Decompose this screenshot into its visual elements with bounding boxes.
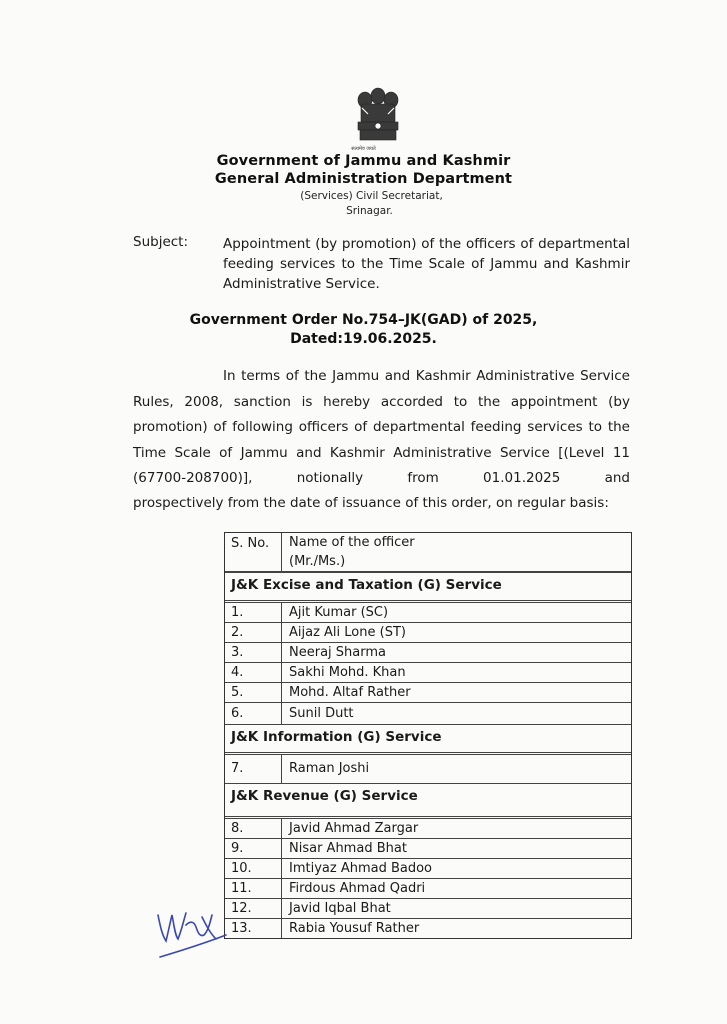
order-number: Government Order No.754–JK(GAD) of 2025, <box>189 312 538 328</box>
table-row: 6. Sunil Dutt <box>225 703 631 725</box>
table-row: 13. Rabia Yousuf Rather <box>225 919 631 938</box>
header-sno: S. No. <box>225 533 282 571</box>
body-paragraph-last-line: prospectively from the date of issuance of this order, on regular basis: <box>133 495 609 511</box>
subject-label: Subject: <box>133 234 189 250</box>
government-title: Government of Jammu and Kashmir <box>216 153 511 169</box>
service-heading: J&K Information (G) Service <box>225 725 631 753</box>
service-heading: J&K Excise and Taxation (G) Service <box>225 572 631 601</box>
header-name-line2: (Mr./Ms.) <box>289 554 346 569</box>
city-line: Srinagar. <box>346 205 393 217</box>
table-row: 8. Javid Ahmad Zargar <box>225 818 631 839</box>
table-row: 7. Raman Joshi <box>225 754 631 784</box>
table-row: 9. Nisar Ahmad Bhat <box>225 839 631 859</box>
table-row: 4. Sakhi Mohd. Khan <box>225 663 631 683</box>
table-row: 2. Aijaz Ali Lone (ST) <box>225 623 631 643</box>
header-name <box>282 533 631 571</box>
table-row: 5. Mohd. Altaf Rather <box>225 683 631 703</box>
table-row: 12. Javid Iqbal Bhat <box>225 899 631 919</box>
emblem-motto: सत्यमेव जयते <box>351 146 376 152</box>
office-line: (Services) Civil Secretariat, <box>300 190 443 202</box>
department-title: General Administration Department <box>214 171 513 187</box>
table-row: 3. Neeraj Sharma <box>225 643 631 663</box>
order-date: Dated:19.06.2025. <box>290 331 437 347</box>
body-paragraph: In terms of the Jammu and Kashmir Administrative Service Rules, 2008, sanction is hereby accorded to the appointment (by promotion) of following officers of departmental feeding services to the Time Scale of Jammu and Kashmir Administrative Service [(Level 11 (67700-208700)], notionally from 01.01.2025 and <box>133 368 630 486</box>
signature-icon <box>150 895 230 965</box>
header-name-line1: Name of the officer <box>289 535 415 550</box>
table-row: 11. Firdous Ahmad Qadri <box>225 879 631 899</box>
officers-table <box>224 532 632 939</box>
table-row: 1. Ajit Kumar (SC) <box>225 602 631 623</box>
table-header-row <box>225 533 631 572</box>
table-row: 10. Imtiyaz Ahmad Badoo <box>225 859 631 879</box>
service-heading: J&K Revenue (G) Service <box>225 784 631 817</box>
subject-text: Appointment (by promotion) of the officers of departmental feeding services to the Time Scale of Jammu and Kashmir Administrative Service. <box>223 236 630 292</box>
